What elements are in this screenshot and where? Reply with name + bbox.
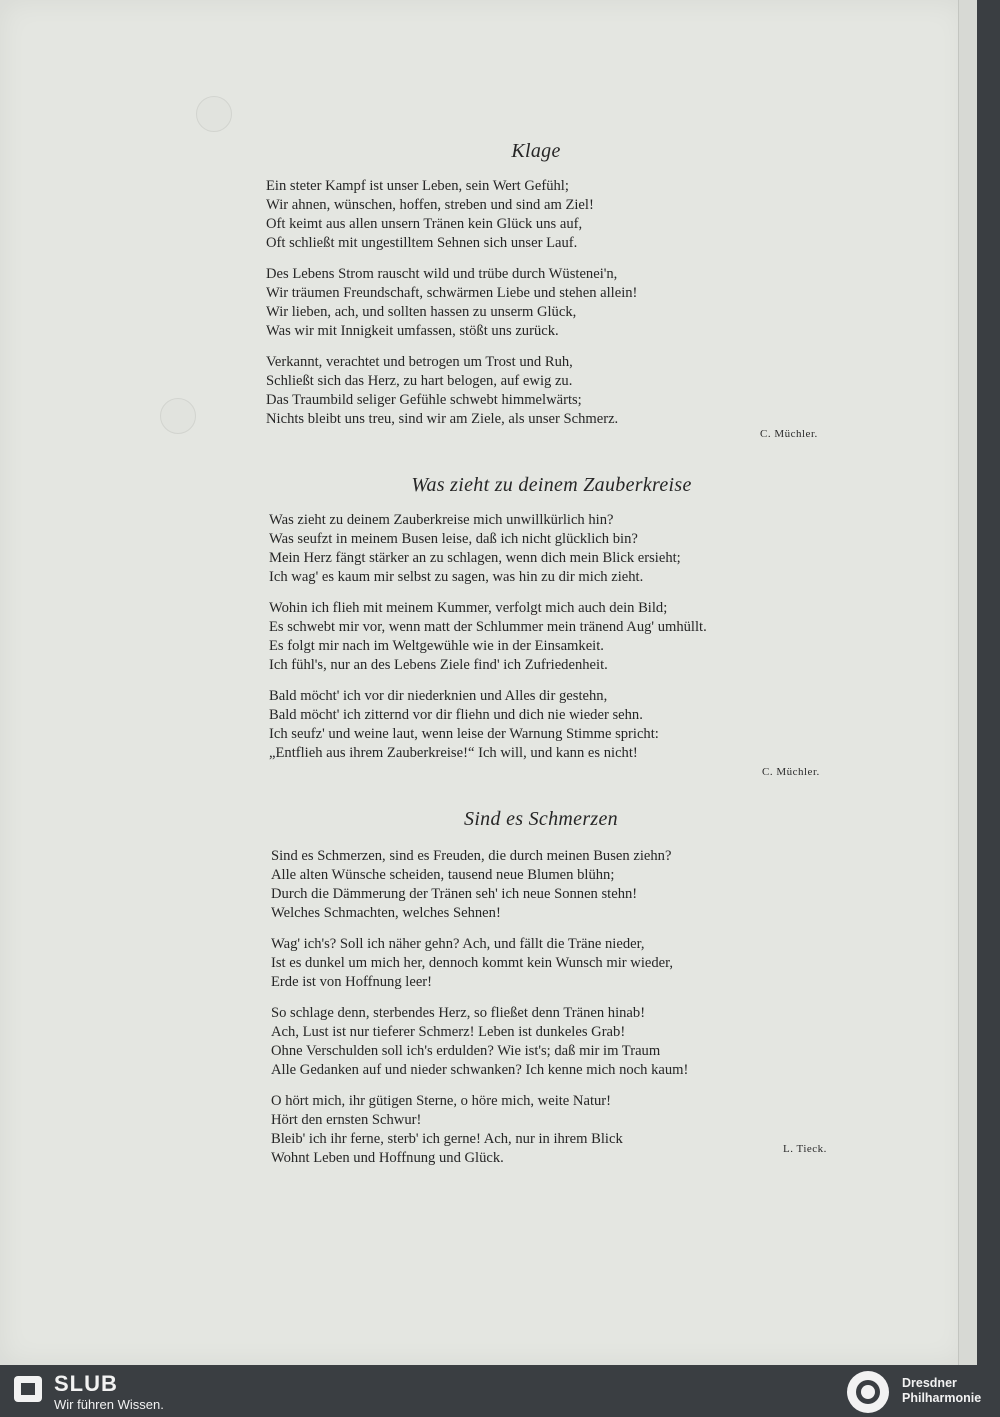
poem-title: Sind es Schmerzen: [464, 808, 618, 830]
slub-logo-icon[interactable]: [12, 1374, 48, 1406]
poem-line: Hört den ernsten Schwur!: [271, 1112, 422, 1128]
poem-line: Alle alten Wünsche scheiden, tausend neue Blumen blühn;: [271, 867, 615, 883]
poem-line: Ich wag' es kaum mir selbst zu sagen, was hin zu dir mich zieht.: [269, 569, 644, 585]
page-edge: [958, 0, 977, 1365]
punch-hole: [196, 96, 232, 132]
poem-line: Es schwebt mir vor, wenn matt der Schlummer mein tränend Aug' umhüllt.: [269, 619, 707, 635]
stanza: [271, 1092, 811, 1168]
poem-line: „Entflieh aus ihrem Zauberkreise!“ Ich will, und kann es nicht!: [269, 745, 638, 761]
poem-line: Wir lieben, ach, und sollten hassen zu unserm Glück,: [266, 304, 577, 320]
poem-line: Oft schließt mit ungestilltem Sehnen sich unser Lauf.: [266, 235, 578, 251]
poem-line: Ich seufz' und weine laut, wenn leise der Warnung Stimme spricht:: [269, 726, 659, 742]
slub-logo-text[interactable]: SLUB: [54, 1371, 118, 1396]
poem-line: Erde ist von Hoffnung leer!: [271, 974, 433, 990]
stanza: [269, 687, 834, 763]
poem-title: Klage: [511, 140, 561, 162]
poem-line: Das Traumbild seliger Gefühle schwebt himmelwärts;: [266, 392, 582, 408]
poem-line: Was seufzt in meinem Busen leise, daß ich nicht glücklich bin?: [269, 531, 638, 547]
stanza: [269, 599, 834, 675]
philharmonie-name[interactable]: [902, 1376, 981, 1406]
poem-author: C. Müchler.: [762, 766, 820, 778]
poem-schmerzen: [271, 808, 811, 1180]
poem-line: Ach, Lust ist nur tieferer Schmerz! Leben ist dunkeles Grab!: [271, 1024, 626, 1040]
poem-line: Durch die Dämmerung der Tränen seh' ich neue Sonnen stehn!: [271, 886, 638, 902]
poem-line: Ohne Verschulden soll ich's erdulden? Wie ist's; daß mir im Traum: [271, 1043, 661, 1059]
poem-line: Wag' ich's? Soll ich näher gehn? Ach, und fällt die Träne nieder,: [271, 936, 645, 952]
stanza: [271, 1004, 811, 1080]
stanza: [266, 177, 806, 253]
poem-zauberkreise: [269, 474, 834, 775]
poem-line: Was zieht zu deinem Zauberkreise mich unwillkürlich hin?: [269, 512, 614, 528]
philharmonie-line1: Dresdner: [902, 1376, 957, 1390]
poem-klage: [266, 140, 806, 441]
poem-line: Wohin ich flieh mit meinem Kummer, verfolgt mich auch dein Bild;: [269, 600, 668, 616]
poem-line: Sind es Schmerzen, sind es Freuden, die durch meinen Busen ziehn?: [271, 848, 672, 864]
philharmonie-line2: Philharmonie: [902, 1391, 982, 1405]
poem-line: Ein steter Kampf ist unser Leben, sein Wert Gefühl;: [266, 178, 569, 194]
stanza: [266, 353, 806, 429]
stanza: [266, 265, 806, 341]
poem-line: Wir träumen Freundschaft, schwärmen Liebe und stehen allein!: [266, 285, 638, 301]
poem-line: Ich fühl's, nur an des Lebens Ziele find' ich Zufriedenheit.: [269, 657, 608, 673]
poem-line: Mein Herz fängt stärker an zu schlagen, wenn dich mein Blick ersieht;: [269, 550, 681, 566]
poem-line: Des Lebens Strom rauscht wild und trübe durch Wüstenei'n,: [266, 266, 618, 282]
stanza: [271, 847, 811, 923]
poem-line: Nichts bleibt uns treu, sind wir am Ziele, als unser Schmerz.: [266, 411, 619, 427]
stanza: [271, 935, 811, 992]
poem-line: Es folgt mir nach im Weltgewühle wie in der Einsamkeit.: [269, 638, 604, 654]
poem-line: Ist es dunkel um mich her, dennoch kommt kein Wunsch mir wieder,: [271, 955, 674, 971]
poem-author: C. Müchler.: [760, 428, 818, 440]
philharmonie-logo-icon[interactable]: [845, 1369, 891, 1415]
slub-tagline: Wir führen Wissen.: [54, 1397, 164, 1412]
poem-line: So schlage denn, sterbendes Herz, so fließet denn Tränen hinab!: [271, 1005, 646, 1021]
poem-line: Schließt sich das Herz, zu hart belogen, auf ewig zu.: [266, 373, 573, 389]
poem-line: Wir ahnen, wünschen, hoffen, streben und sind am Ziel!: [266, 197, 594, 213]
poem-title: Was zieht zu deinem Zauberkreise: [411, 474, 692, 496]
poem-author: L. Tieck.: [783, 1143, 827, 1155]
poem-line: Bald möcht' ich vor dir niederknien und Alles dir gestehn,: [269, 688, 608, 704]
footer-bar: [0, 1365, 1000, 1417]
poem-line: Verkannt, verachtet und betrogen um Trost und Ruh,: [266, 354, 573, 370]
poem-line: Oft keimt aus allen unsern Tränen kein Glück uns auf,: [266, 216, 583, 232]
poem-line: Wohnt Leben und Hoffnung und Glück.: [271, 1150, 504, 1166]
poem-line: Was wir mit Innigkeit umfassen, stößt uns zurück.: [266, 323, 559, 339]
poem-line: Bald möcht' ich zitternd vor dir fliehn und dich nie wieder sehn.: [269, 707, 643, 723]
punch-hole: [160, 398, 196, 434]
poem-line: Welches Schmachten, welches Sehnen!: [271, 905, 501, 921]
stanza: [269, 511, 834, 587]
poem-line: Alle Gedanken auf und nieder schwanken? Ich kenne mich noch kaum!: [271, 1062, 689, 1078]
poem-line: O hört mich, ihr gütigen Sterne, o höre mich, weite Natur!: [271, 1093, 612, 1109]
poem-line: Bleib' ich ihr ferne, sterb' ich gerne! Ach, nur in ihrem Blick: [271, 1131, 623, 1147]
